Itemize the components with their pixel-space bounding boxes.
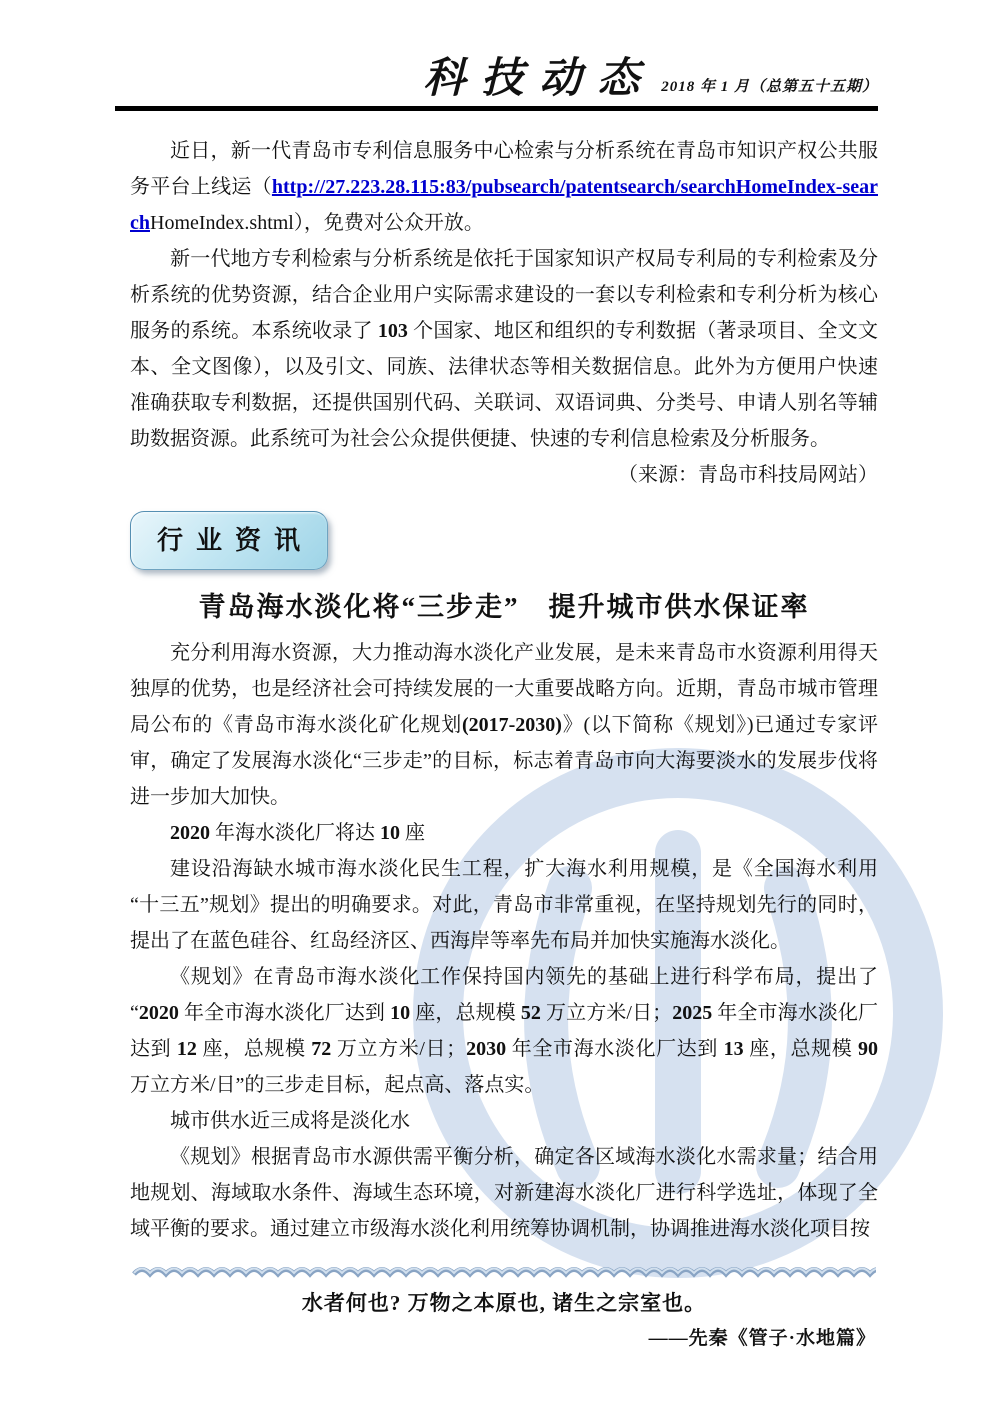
text-segment: 城市供水近三成将是淡化水	[170, 1110, 410, 1133]
subheading-desalinated-share	[130, 1103, 878, 1139]
intro-paragraph-2	[130, 241, 878, 457]
text-segment: HomeIndex.shtml），免费对公众开放。	[150, 212, 484, 234]
badge-row	[130, 511, 878, 570]
text-segment: (2017-2030)	[461, 714, 562, 737]
text-segment: 近日，新一代青岛市专利信息服务中心检索与分析系统在青岛市知识产权公共服务平台上线运（	[130, 140, 878, 198]
text-segment: 》(以下简称《规划》)已通过专家评审，确定了发展海水淡化“三步走”的目标，标志着青岛市向大海要淡水的发展步伐将进一步加大加快。	[130, 714, 879, 809]
section-badge-industry-news: 行业资讯	[130, 511, 328, 570]
text-segment: 52	[520, 1002, 541, 1025]
text-segment: 年全市海水淡化厂达到	[506, 1038, 724, 1061]
article-textblock	[130, 635, 878, 1247]
text-segment: 建设沿海缺水城市海水淡化民生工程，扩大海水利用规模，是《全国海水利用“十三五”规划》提出的明确要求。对此，青岛市非常重视，在坚持规划先行的同时，提出了在蓝色硅谷、红岛经济区、西海岸等率先布局并加快实施海水淡化。	[130, 858, 878, 953]
text-segment: 2025	[672, 1002, 713, 1025]
text-segment: 年海水淡化厂将达	[210, 822, 380, 845]
text-segment: （来源：青岛市科技局网站）	[618, 464, 878, 486]
text-segment: 10	[380, 822, 400, 845]
text-segment: 座，总规模	[196, 1038, 312, 1061]
text-segment: 座，总规模	[743, 1038, 859, 1061]
article-paragraph-4	[130, 1139, 878, 1247]
article-paragraph-2	[130, 851, 878, 959]
text-segment: 年全市海水淡化厂达到	[178, 1002, 391, 1025]
text-segment: 12	[176, 1038, 197, 1061]
text-segment: 2020	[138, 1002, 179, 1025]
masthead	[130, 0, 878, 100]
source-line	[130, 457, 878, 493]
text-segment: 座	[400, 822, 425, 845]
patent-search-link[interactable]: http://27.223.28.115:83/pubsearch/patentsearch/searchHomeIndex-search	[130, 176, 878, 234]
text-segment: 2020	[170, 822, 210, 845]
footer-attribution: ——先秦《管子·水地篇》	[648, 1328, 876, 1350]
text-segment: 年全市海水淡化厂达到	[130, 1002, 879, 1061]
text-segment: 新一代地方专利检索与分析系统是依托于国家知识产权局专利局的专利检索及分析系统的优势资源，结合企业用户实际需求建设的一套以专利检索和专利分析为核心服务的系统。本系统收录了	[130, 248, 878, 342]
text-segment: 2030	[466, 1038, 507, 1061]
text-segment: 《规划》在青岛市海水淡化工作保持国内领先的基础上进行科学布局，提出了“	[130, 966, 878, 1025]
text-segment: 103	[377, 320, 408, 342]
subheading-2020-plants	[130, 815, 878, 851]
text-segment: 充分利用海水资源，大力推动海水淡化产业发展，是未来青岛市水资源利用得天独厚的优势，也是经济社会可持续发展的一大重要战略方向。近期，青岛市城市管理局公布的《青岛市海水淡化矿化规划	[130, 642, 878, 737]
wave-divider	[132, 1263, 876, 1279]
text-segment: 万立方米/日；	[331, 1038, 467, 1061]
text-segment: 10	[390, 1002, 411, 1025]
masthead-rule	[115, 106, 878, 111]
masthead-title: 科技动态	[423, 56, 656, 102]
intro-paragraph-1	[130, 133, 878, 241]
article-paragraph-3	[130, 959, 878, 1103]
article-paragraph-1	[130, 635, 878, 815]
text-segment: 90	[858, 1038, 879, 1061]
text-segment: 《规划》根据青岛市水源供需平衡分析，确定各区域海水淡化水需求量；结合用地规划、海域取水条件、海域生态环境，对新建海水淡化厂进行科学选址，体现了全域平衡的要求。通过建立市级海水淡化利用统筹协调机制，协调推进海水淡化项目按	[130, 1146, 878, 1241]
text-segment: 万立方米/日”的三步走目标，起点高、落点实。	[130, 1074, 545, 1097]
text-segment: 座，总规模	[410, 1002, 521, 1025]
intro-textblock	[130, 133, 878, 493]
text-segment: 72	[311, 1038, 332, 1061]
text-segment: 万立方米/日；	[540, 1002, 673, 1025]
text-segment: 13	[723, 1038, 744, 1061]
masthead-issue: 2018 年 1 月（总第五十五期）	[661, 79, 878, 95]
article-title: 青岛海水淡化将“三步走” 提升城市供水保证率	[198, 592, 810, 623]
footer-quote: 水者何也? 万物之本原也, 诸生之宗室也。	[301, 1291, 707, 1316]
text-segment: 个国家、地区和组织的专利数据（著录项目、全文文本、全文图像），以及引文、同族、法律状态等相关数据信息。此外为方便用户快速准确获取专利数据，还提供国别代码、关联词、双语词典、分类号、申请人别名等辅助数据资源。此系统可为社会公众提供便捷、快速的专利信息检索及分析服务。	[130, 320, 879, 450]
